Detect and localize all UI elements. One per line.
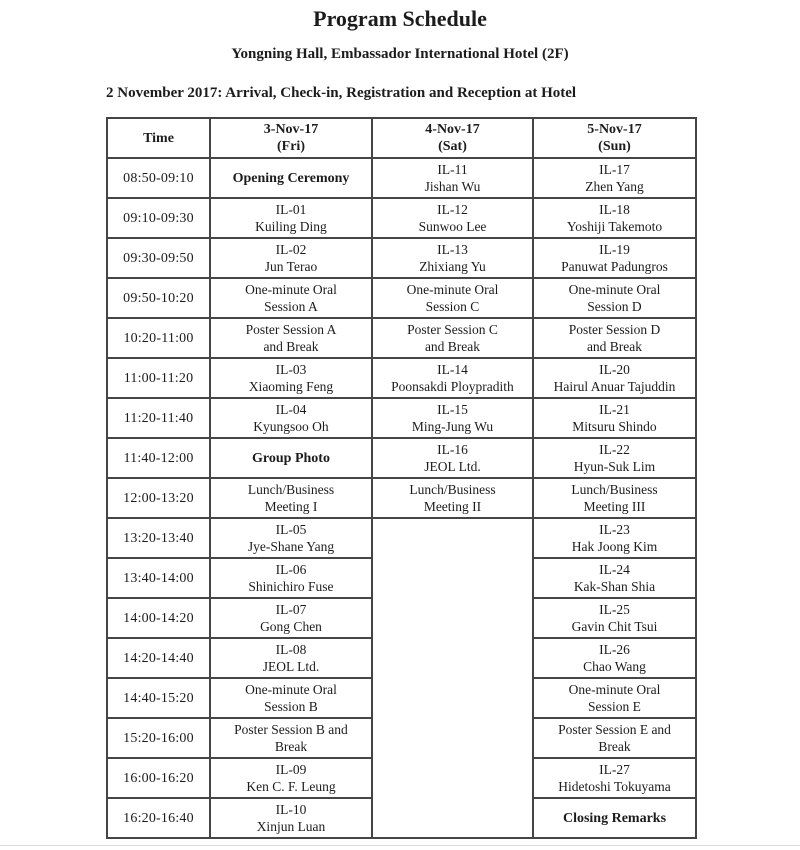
column-header-3: 5-Nov-17 (Sun) <box>533 118 696 158</box>
sun-session-cell: IL-17 Zhen Yang <box>533 158 696 198</box>
time-cell: 15:20-16:00 <box>107 718 210 758</box>
time-cell: 11:20-11:40 <box>107 398 210 438</box>
table-header <box>107 118 696 158</box>
fri-session-cell: Poster Session B and Break <box>210 718 372 758</box>
sun-session-cell: IL-22 Hyun-Suk Lim <box>533 438 696 478</box>
table-row <box>107 198 696 238</box>
time-cell: 14:00-14:20 <box>107 598 210 638</box>
sat-session-cell: Poster Session C and Break <box>372 318 533 358</box>
arrival-day-note: 2 November 2017: Arrival, Check-in, Registration and Reception at Hotel <box>106 85 577 101</box>
table-row <box>107 158 696 198</box>
column-header-1: 3-Nov-17 (Fri) <box>210 118 372 158</box>
header-row <box>107 118 696 158</box>
fri-session-cell: One-minute Oral Session B <box>210 678 372 718</box>
sat-session-cell: IL-14 Poonsakdi Ploypradith <box>372 358 533 398</box>
sat-session-cell <box>372 518 533 838</box>
page-title: Program Schedule <box>313 6 487 31</box>
time-cell: 09:10-09:30 <box>107 198 210 238</box>
fri-session-cell: IL-08 JEOL Ltd. <box>210 638 372 678</box>
time-cell: 09:50-10:20 <box>107 278 210 318</box>
sat-session-cell: IL-12 Sunwoo Lee <box>372 198 533 238</box>
sun-session-cell: IL-23 Hak Joong Kim <box>533 518 696 558</box>
fri-session-cell: Lunch/Business Meeting I <box>210 478 372 518</box>
fri-session-cell: Poster Session A and Break <box>210 318 372 358</box>
sun-session-cell: Lunch/Business Meeting III <box>533 478 696 518</box>
sat-session-cell: IL-16 JEOL Ltd. <box>372 438 533 478</box>
time-cell: 10:20-11:00 <box>107 318 210 358</box>
time-cell: 13:40-14:00 <box>107 558 210 598</box>
sat-session-cell: One-minute Oral Session C <box>372 278 533 318</box>
sun-session-cell: Poster Session D and Break <box>533 318 696 358</box>
sun-session-cell: IL-27 Hidetoshi Tokuyama <box>533 758 696 798</box>
sun-session-cell: Poster Session E and Break <box>533 718 696 758</box>
time-cell: 12:00-13:20 <box>107 478 210 518</box>
time-cell: 08:50-09:10 <box>107 158 210 198</box>
fri-session-cell: IL-04 Kyungsoo Oh <box>210 398 372 438</box>
sat-session-cell: Lunch/Business Meeting II <box>372 478 533 518</box>
fri-session-cell: IL-02 Jun Terao <box>210 238 372 278</box>
sun-session-cell: IL-24 Kak-Shan Shia <box>533 558 696 598</box>
sun-session-cell: IL-21 Mitsuru Shindo <box>533 398 696 438</box>
fri-session-cell: IL-10 Xinjun Luan <box>210 798 372 838</box>
sun-session-cell: One-minute Oral Session D <box>533 278 696 318</box>
column-header-time: Time <box>107 118 210 158</box>
fri-session-cell: Group Photo <box>210 438 372 478</box>
fri-session-cell: IL-03 Xiaoming Feng <box>210 358 372 398</box>
fri-session-cell: One-minute Oral Session A <box>210 278 372 318</box>
sun-session-cell: IL-19 Panuwat Padungros <box>533 238 696 278</box>
table-row <box>107 238 696 278</box>
time-cell: 16:20-16:40 <box>107 798 210 838</box>
table-row <box>107 358 696 398</box>
sun-session-cell: IL-25 Gavin Chit Tsui <box>533 598 696 638</box>
table-row <box>107 278 696 318</box>
column-header-2: 4-Nov-17 (Sat) <box>372 118 533 158</box>
time-cell: 14:20-14:40 <box>107 638 210 678</box>
schedule-table <box>106 117 697 839</box>
time-cell: 13:20-13:40 <box>107 518 210 558</box>
sat-session-cell: IL-13 Zhixiang Yu <box>372 238 533 278</box>
table-row <box>107 398 696 438</box>
table-row <box>107 478 696 518</box>
table-row <box>107 438 696 478</box>
time-cell: 09:30-09:50 <box>107 238 210 278</box>
sun-session-cell: IL-18 Yoshiji Takemoto <box>533 198 696 238</box>
time-cell: 14:40-15:20 <box>107 678 210 718</box>
fri-session-cell: IL-01 Kuiling Ding <box>210 198 372 238</box>
table-row <box>107 518 696 558</box>
fri-session-cell: Opening Ceremony <box>210 158 372 198</box>
fri-session-cell: IL-05 Jye-Shane Yang <box>210 518 372 558</box>
sat-session-cell: IL-11 Jishan Wu <box>372 158 533 198</box>
sun-session-cell: IL-20 Hairul Anuar Tajuddin <box>533 358 696 398</box>
fri-session-cell: IL-07 Gong Chen <box>210 598 372 638</box>
fri-session-cell: IL-06 Shinichiro Fuse <box>210 558 372 598</box>
venue-subtitle: Yongning Hall, Embassador International Hotel (2F) <box>231 46 569 62</box>
fri-session-cell: IL-09 Ken C. F. Leung <box>210 758 372 798</box>
table-row <box>107 318 696 358</box>
sat-session-cell: IL-15 Ming-Jung Wu <box>372 398 533 438</box>
sun-session-cell: One-minute Oral Session E <box>533 678 696 718</box>
time-cell: 11:00-11:20 <box>107 358 210 398</box>
time-cell: 11:40-12:00 <box>107 438 210 478</box>
sun-session-cell: Closing Remarks <box>533 798 696 838</box>
time-cell: 16:00-16:20 <box>107 758 210 798</box>
table-body <box>107 158 696 838</box>
sun-session-cell: IL-26 Chao Wang <box>533 638 696 678</box>
